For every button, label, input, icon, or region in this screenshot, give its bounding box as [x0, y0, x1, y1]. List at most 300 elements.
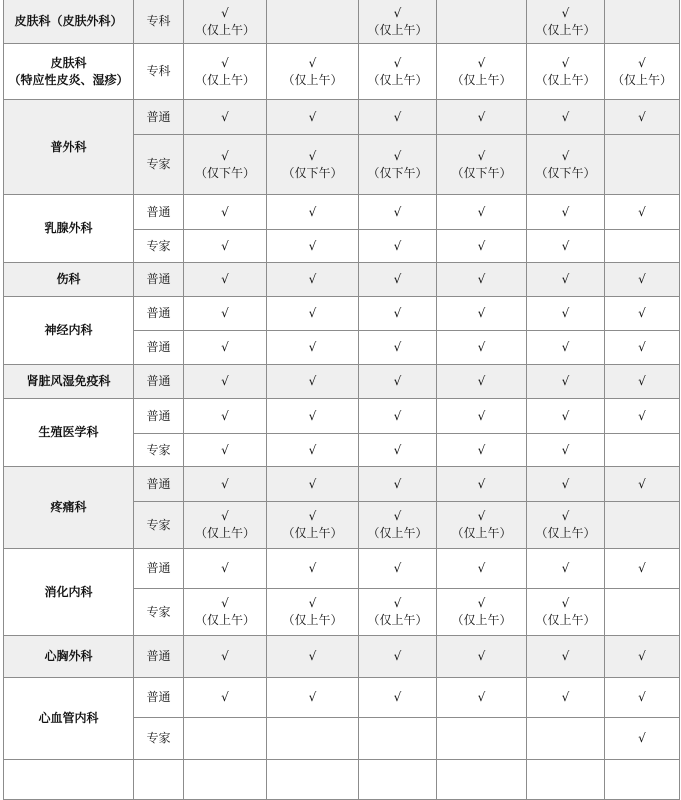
department-name: [4, 100, 134, 195]
check-mark: √: [308, 596, 317, 610]
check-mark: √: [393, 148, 402, 163]
table-row: [4, 467, 680, 502]
schedule-cell: [184, 230, 267, 263]
schedule-cell: [605, 589, 680, 636]
schedule-cell: [527, 434, 605, 467]
check-mark: √: [221, 596, 229, 610]
check-mark: √: [221, 5, 229, 20]
schedule-cell: [184, 636, 267, 678]
check-mark: √: [477, 596, 486, 610]
schedule-cell: [267, 434, 359, 467]
table-row: [4, 549, 680, 589]
schedule-cell: [267, 399, 359, 434]
check-mark: √: [477, 306, 486, 320]
schedule-cell: [527, 467, 605, 502]
department-name-line: 疼痛科: [50, 500, 87, 514]
schedule-cell: [605, 297, 680, 331]
check-mark: √: [638, 690, 646, 704]
check-mark: √: [308, 374, 317, 388]
schedule-cell: [267, 678, 359, 718]
schedule-cell: [359, 297, 437, 331]
schedule-cell: [605, 636, 680, 678]
check-mark: √: [393, 509, 402, 523]
schedule-cell: [184, 297, 267, 331]
schedule-cell: [359, 434, 437, 467]
department-name: [4, 195, 134, 263]
check-mark: √: [561, 55, 570, 70]
time-note: （仅下午）: [194, 165, 255, 180]
check-mark: √: [561, 238, 570, 253]
schedule-cell: [437, 263, 527, 297]
check-mark: √: [561, 408, 570, 423]
department-name: [4, 365, 134, 399]
check-mark: √: [221, 374, 229, 388]
check-mark: √: [638, 55, 646, 70]
check-mark: √: [393, 55, 402, 70]
check-mark: √: [393, 5, 402, 20]
check-mark: √: [221, 476, 229, 491]
schedule-cell: [267, 718, 359, 760]
schedule-cell: [527, 230, 605, 263]
schedule-cell: [359, 589, 437, 636]
check-mark: √: [308, 340, 317, 354]
check-mark: √: [221, 442, 229, 457]
schedule-cell: [527, 502, 605, 549]
check-mark: √: [393, 374, 402, 388]
schedule-cell: [184, 365, 267, 399]
schedule-cell: [359, 331, 437, 365]
time-note: （仅上午）: [367, 72, 428, 87]
time-note: （仅上午）: [194, 526, 255, 540]
table-row: [4, 365, 680, 399]
schedule-cell: [527, 365, 605, 399]
clinic-type: 普通: [134, 549, 184, 589]
check-mark: √: [638, 340, 646, 354]
check-mark: √: [477, 690, 486, 704]
schedule-cell: [437, 399, 527, 434]
check-mark: √: [308, 306, 317, 320]
schedule-cell: [437, 467, 527, 502]
schedule-cell: [437, 502, 527, 549]
check-mark: √: [638, 306, 646, 320]
check-mark: √: [393, 649, 402, 663]
schedule-cell: [437, 678, 527, 718]
schedule-cell: [437, 195, 527, 230]
schedule-cell: [437, 297, 527, 331]
schedule-cell: [267, 467, 359, 502]
check-mark: √: [393, 561, 402, 575]
check-mark: √: [638, 204, 646, 219]
schedule-cell: [437, 760, 527, 800]
schedule-cell: [437, 44, 527, 100]
schedule-cell: [267, 195, 359, 230]
check-mark: √: [561, 509, 570, 523]
department-name: [4, 760, 134, 800]
table-row: [4, 297, 680, 331]
schedule-cell: [184, 502, 267, 549]
schedule-cell: [267, 365, 359, 399]
schedule-cell: [527, 44, 605, 100]
time-note: （仅上午）: [367, 526, 428, 540]
time-note: （仅上午）: [282, 613, 343, 627]
department-name: [4, 399, 134, 467]
schedule-cell: [605, 718, 680, 760]
schedule-cell: [267, 589, 359, 636]
clinic-type: 普通: [134, 331, 184, 365]
schedule-cell: [184, 760, 267, 800]
check-mark: √: [393, 272, 402, 286]
table-row: [4, 44, 680, 100]
time-note: （仅上午）: [535, 526, 596, 540]
clinic-type: 专科: [134, 44, 184, 100]
check-mark: √: [638, 272, 646, 286]
clinic-type: 专家: [134, 502, 184, 549]
schedule-cell: [605, 100, 680, 135]
schedule-cell: [605, 434, 680, 467]
schedule-cell: [437, 230, 527, 263]
schedule-cell: [605, 678, 680, 718]
check-mark: √: [638, 561, 646, 575]
check-mark: √: [561, 476, 570, 491]
schedule-cell: [527, 760, 605, 800]
schedule-cell: [359, 636, 437, 678]
check-mark: √: [393, 690, 402, 704]
check-mark: √: [221, 509, 229, 523]
schedule-cell: [359, 0, 437, 44]
check-mark: √: [477, 476, 486, 491]
check-mark: √: [393, 109, 402, 124]
schedule-cell: [605, 195, 680, 230]
schedule-cell: [359, 44, 437, 100]
schedule-cell: [437, 636, 527, 678]
check-mark: √: [221, 55, 229, 70]
department-name: [4, 0, 134, 44]
department-name-line: 皮肤科: [50, 55, 87, 70]
schedule-cell: [267, 760, 359, 800]
department-name-line: 神经内科: [44, 323, 93, 337]
check-mark: √: [308, 238, 317, 253]
check-mark: √: [221, 272, 229, 286]
time-note: （仅上午）: [282, 72, 343, 87]
department-name-line: 皮肤科（皮肤外科）: [14, 14, 123, 28]
check-mark: √: [308, 408, 317, 423]
schedule-cell: [184, 549, 267, 589]
check-mark: √: [638, 374, 646, 388]
check-mark: √: [221, 340, 229, 354]
schedule-cell: [359, 399, 437, 434]
table-row: [4, 760, 680, 800]
time-note: （仅下午）: [282, 165, 343, 180]
schedule-cell: [605, 0, 680, 44]
department-name: [4, 44, 134, 100]
time-note: （仅上午）: [282, 526, 343, 540]
department-name-line: 乳腺外科: [44, 221, 93, 235]
check-mark: √: [561, 272, 570, 286]
schedule-cell: [527, 297, 605, 331]
schedule-cell: [605, 365, 680, 399]
check-mark: √: [477, 340, 486, 354]
time-note: （仅上午）: [451, 613, 512, 627]
schedule-cell: [527, 331, 605, 365]
check-mark: √: [638, 731, 646, 745]
clinic-type: 普通: [134, 678, 184, 718]
schedule-cell: [605, 502, 680, 549]
table-row: [4, 399, 680, 434]
time-note: （仅上午）: [451, 72, 512, 87]
schedule-cell: [437, 549, 527, 589]
time-note: （仅上午）: [535, 72, 596, 87]
schedule-cell: [527, 195, 605, 230]
schedule-cell: [359, 502, 437, 549]
check-mark: √: [221, 204, 229, 219]
check-mark: √: [561, 109, 570, 124]
schedule-cell: [605, 135, 680, 195]
time-note: （仅上午）: [194, 22, 255, 37]
clinic-type: 普通: [134, 467, 184, 502]
department-name-line: 消化内科: [44, 584, 93, 599]
check-mark: √: [308, 509, 317, 523]
clinic-type: 普通: [134, 100, 184, 135]
clinic-type: 专家: [134, 230, 184, 263]
schedule-cell: [527, 718, 605, 760]
schedule-cell: [527, 100, 605, 135]
schedule-cell: [267, 100, 359, 135]
schedule-cell: [527, 549, 605, 589]
schedule-cell: [437, 434, 527, 467]
table-row: [4, 636, 680, 678]
check-mark: √: [477, 148, 486, 163]
schedule-cell: [359, 718, 437, 760]
schedule-cell: [184, 135, 267, 195]
department-name-line: 普外科: [50, 139, 87, 154]
schedule-cell: [359, 760, 437, 800]
check-mark: √: [477, 55, 486, 70]
schedule-cell: [184, 44, 267, 100]
check-mark: √: [308, 690, 317, 704]
schedule-cell: [605, 399, 680, 434]
clinic-type: 普通: [134, 365, 184, 399]
check-mark: √: [393, 476, 402, 491]
check-mark: √: [477, 649, 486, 663]
time-note: （仅上午）: [194, 72, 255, 87]
clinic-type: [134, 760, 184, 800]
schedule-cell: [359, 263, 437, 297]
schedule-cell: [605, 331, 680, 365]
clinic-type: 专家: [134, 589, 184, 636]
schedule-cell: [359, 195, 437, 230]
check-mark: √: [477, 408, 486, 423]
check-mark: √: [308, 204, 317, 219]
schedule-cell: [437, 0, 527, 44]
check-mark: √: [221, 690, 229, 704]
check-mark: √: [477, 509, 486, 523]
department-name-line: 心胸外科: [44, 649, 93, 663]
check-mark: √: [221, 109, 229, 124]
check-mark: √: [477, 109, 486, 124]
check-mark: √: [221, 306, 229, 320]
check-mark: √: [221, 408, 229, 423]
time-note: （仅下午）: [535, 165, 596, 180]
check-mark: √: [561, 690, 570, 704]
check-mark: √: [561, 561, 570, 575]
clinic-type: 专科: [134, 0, 184, 44]
schedule-cell: [359, 549, 437, 589]
schedule-table: [3, 0, 680, 800]
department-name-line: 生殖医学科: [38, 425, 99, 439]
time-note: （仅上午）: [535, 22, 596, 37]
check-mark: √: [561, 5, 570, 20]
schedule-cell: [359, 135, 437, 195]
schedule-cell: [527, 589, 605, 636]
check-mark: √: [638, 109, 646, 124]
schedule-cell: [437, 365, 527, 399]
schedule-cell: [359, 365, 437, 399]
department-name: [4, 297, 134, 365]
check-mark: √: [477, 374, 486, 388]
check-mark: √: [477, 561, 486, 575]
schedule-cell: [184, 434, 267, 467]
check-mark: √: [221, 649, 229, 663]
department-name: [4, 678, 134, 760]
schedule-cell: [527, 263, 605, 297]
schedule-cell: [437, 100, 527, 135]
check-mark: √: [308, 148, 317, 163]
time-note: （仅上午）: [535, 613, 596, 627]
clinic-type: 普通: [134, 399, 184, 434]
schedule-cell: [359, 230, 437, 263]
department-name-line: 肾脏风湿免疫科: [26, 374, 111, 388]
schedule-cell: [184, 100, 267, 135]
schedule-cell: [527, 636, 605, 678]
schedule-cell: [184, 0, 267, 44]
department-name: [4, 549, 134, 636]
check-mark: √: [477, 272, 486, 286]
schedule-cell: [267, 44, 359, 100]
schedule-cell: [184, 467, 267, 502]
check-mark: √: [308, 476, 317, 491]
check-mark: √: [561, 596, 570, 610]
schedule-cell: [267, 331, 359, 365]
schedule-cell: [605, 760, 680, 800]
schedule-cell: [184, 678, 267, 718]
schedule-cell: [267, 549, 359, 589]
schedule-cell: [605, 549, 680, 589]
check-mark: √: [561, 649, 570, 663]
clinic-type: 专家: [134, 135, 184, 195]
clinic-type: 普通: [134, 297, 184, 331]
schedule-cell: [605, 230, 680, 263]
schedule-cell: [267, 135, 359, 195]
table-row: [4, 0, 680, 44]
clinic-type: 普通: [134, 636, 184, 678]
check-mark: √: [561, 374, 570, 388]
schedule-cell: [527, 678, 605, 718]
department-name-line: 心血管内科: [38, 711, 99, 725]
table-row: [4, 100, 680, 135]
check-mark: √: [393, 238, 402, 253]
check-mark: √: [308, 649, 317, 663]
check-mark: √: [638, 649, 646, 663]
check-mark: √: [638, 476, 646, 491]
check-mark: √: [477, 442, 486, 457]
check-mark: √: [308, 109, 317, 124]
check-mark: √: [393, 408, 402, 423]
check-mark: √: [308, 442, 317, 457]
check-mark: √: [561, 148, 570, 163]
check-mark: √: [393, 442, 402, 457]
table-row: [4, 263, 680, 297]
check-mark: √: [393, 204, 402, 219]
check-mark: √: [561, 442, 570, 457]
schedule-cell: [184, 195, 267, 230]
schedule-cell: [184, 589, 267, 636]
clinic-type: 专家: [134, 718, 184, 760]
department-name: [4, 636, 134, 678]
time-note: （仅下午）: [367, 165, 428, 180]
schedule-cell: [527, 135, 605, 195]
department-name: [4, 467, 134, 549]
schedule-cell: [267, 0, 359, 44]
department-name: [4, 263, 134, 297]
check-mark: √: [477, 238, 486, 253]
time-note: （仅上午）: [367, 613, 428, 627]
check-mark: √: [561, 340, 570, 354]
check-mark: √: [477, 204, 486, 219]
check-mark: √: [221, 148, 229, 163]
schedule-cell: [527, 0, 605, 44]
schedule-cell: [267, 636, 359, 678]
schedule-cell: [437, 718, 527, 760]
schedule-cell: [437, 589, 527, 636]
schedule-cell: [267, 230, 359, 263]
clinic-type: 专家: [134, 434, 184, 467]
check-mark: √: [561, 204, 570, 219]
check-mark: √: [393, 596, 402, 610]
schedule-cell: [437, 135, 527, 195]
check-mark: √: [308, 561, 317, 575]
department-name-line: （特应性皮炎、湿疹）: [8, 72, 129, 87]
schedule-cell: [605, 263, 680, 297]
clinic-type: 普通: [134, 195, 184, 230]
check-mark: √: [308, 55, 317, 70]
schedule-cell: [359, 100, 437, 135]
schedule-cell: [527, 399, 605, 434]
schedule-cell: [184, 399, 267, 434]
schedule-cell: [267, 502, 359, 549]
check-mark: √: [393, 306, 402, 320]
schedule-cell: [437, 331, 527, 365]
check-mark: √: [221, 561, 229, 575]
department-name-line: 伤科: [56, 272, 81, 286]
time-note: （仅上午）: [194, 613, 255, 627]
schedule-cell: [605, 44, 680, 100]
schedule-cell: [359, 678, 437, 718]
table-row: [4, 678, 680, 718]
check-mark: √: [638, 408, 646, 423]
time-note: （仅上午）: [611, 72, 672, 87]
clinic-type: 普通: [134, 263, 184, 297]
time-note: （仅上午）: [451, 526, 512, 540]
check-mark: √: [221, 238, 229, 253]
schedule-cell: [267, 297, 359, 331]
table-row: [4, 195, 680, 230]
schedule-cell: [605, 467, 680, 502]
schedule-cell: [184, 263, 267, 297]
check-mark: √: [393, 340, 402, 354]
schedule-cell: [184, 331, 267, 365]
schedule-cell: [184, 718, 267, 760]
time-note: （仅上午）: [367, 22, 428, 37]
